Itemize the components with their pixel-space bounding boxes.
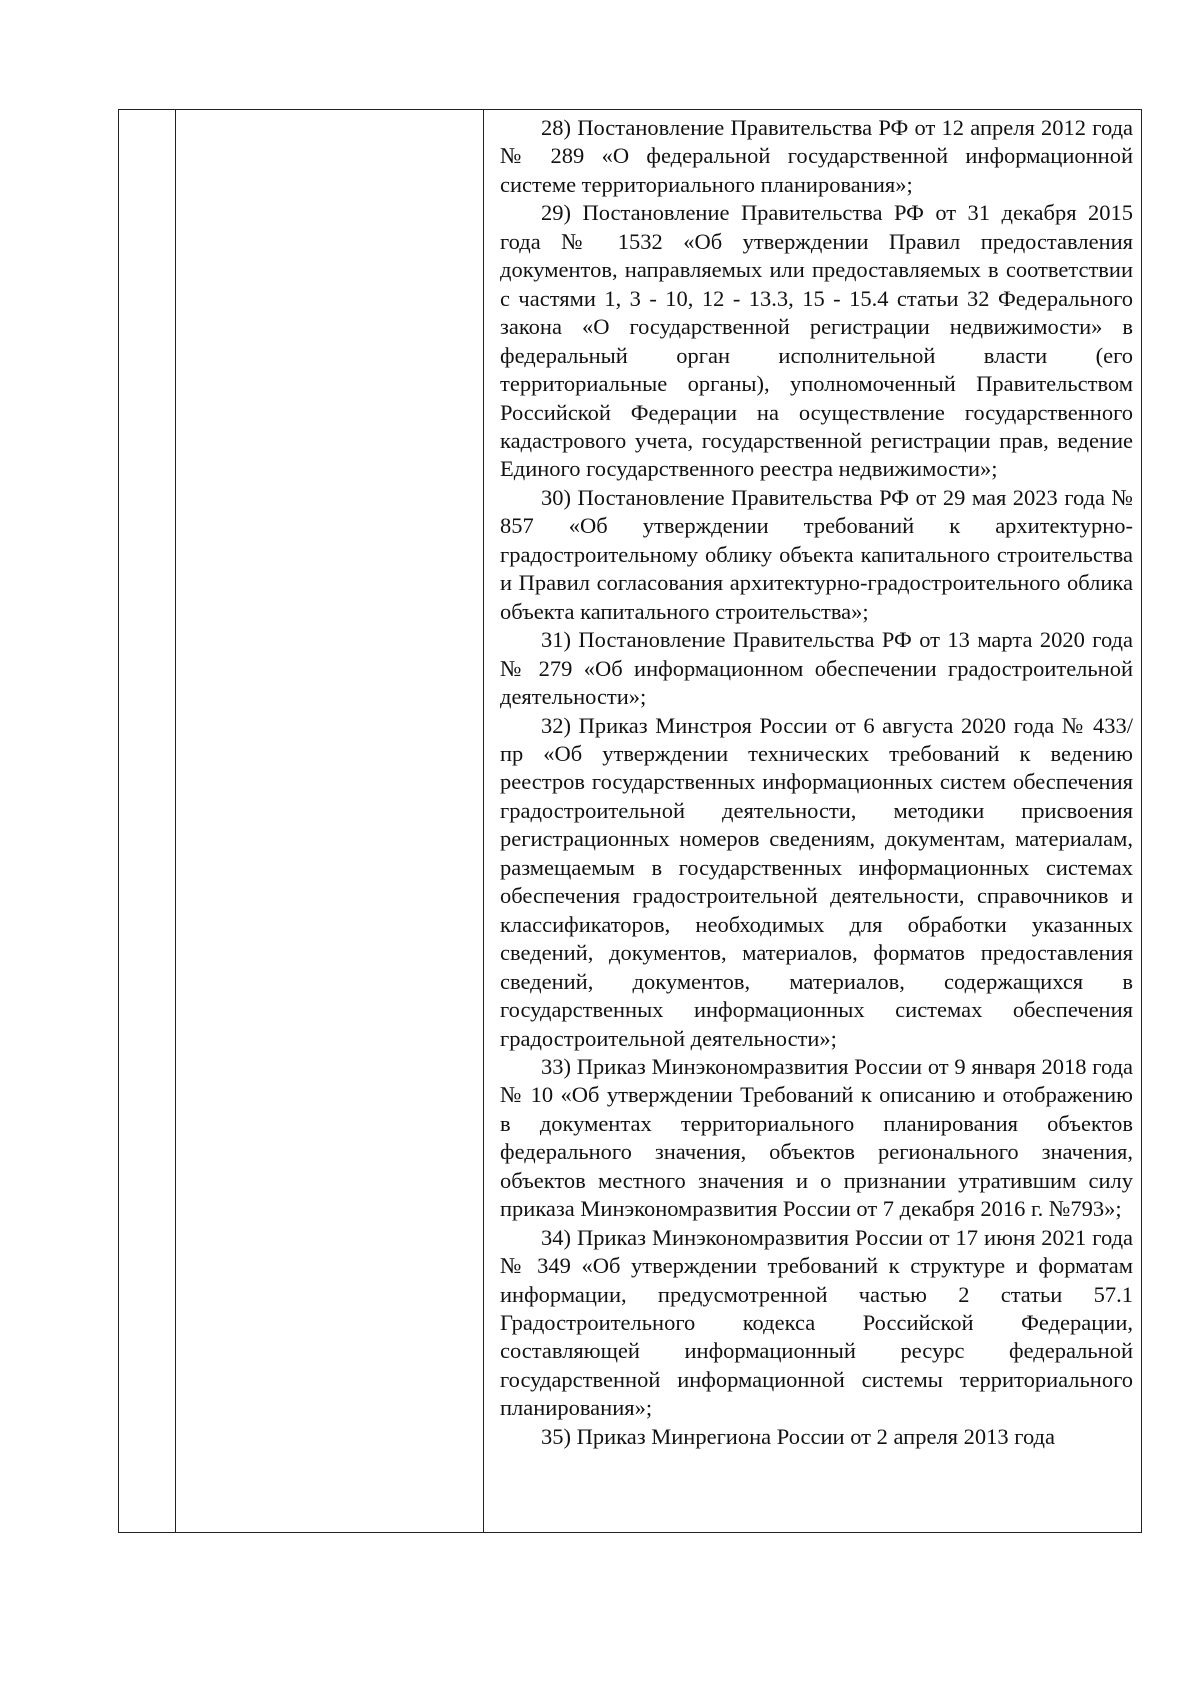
list-item <box>500 199 1133 484</box>
item-text: Приказ Минэкономразвития России от 9 января 2018 года № 10 «Об утверждении Требований к описанию и отображению в документах территориального планирования объектов федерального значения, объектов регионального значения, объектов местного значения и о признании утратившим силу приказа Минэкономразвития России от 7 декабря 2016 г. №793»; <box>500 1053 1134 1222</box>
item-text: Приказ Минэкономразвития России от 17 июня 2021 года № 349 «Об утверждении требований к структуре и форматам информации, предусмотренной частью 2 статьи 57.1 Градостроительного кодекса Российской Федерации, составляющей информационный ресурс федеральной государственной информационной системы территориального планирования»; <box>500 1224 1134 1421</box>
list-item <box>500 114 1133 199</box>
item-text: Постановление Правительства РФ от 12 апреля 2012 года № 289 «О федеральной государственной информационной системе территориального планирования»; <box>500 115 1134 197</box>
list-item <box>500 1224 1133 1423</box>
list-item <box>500 1053 1133 1224</box>
legal-acts-list <box>500 114 1133 1451</box>
item-number: 34) <box>541 1224 571 1250</box>
item-text: Постановление Правительства РФ от 29 мая 2023 года № 857 «Об утверждении требований к архитектурно-градостроительному облику объекта капитального строительства и Правил согласования архитектурно-градостроительного облика объекта капитального строительства»; <box>500 484 1134 624</box>
item-text: Постановление Правительства РФ от 13 марта 2020 года № 279 «Об информационном обеспечении градостроительной деятельности»; <box>500 627 1133 710</box>
item-number: 28) <box>541 115 571 140</box>
item-number: 31) <box>541 627 571 653</box>
list-item <box>500 1423 1133 1451</box>
item-number: 35) <box>541 1423 571 1449</box>
column-divider-2 <box>483 110 484 1532</box>
item-number: 29) <box>541 200 571 226</box>
document-table <box>118 109 1142 1533</box>
column-divider-1 <box>175 110 176 1532</box>
list-item <box>500 484 1133 626</box>
item-number: 32) <box>541 712 571 738</box>
item-number: 30) <box>541 484 571 510</box>
list-item <box>500 712 1133 1053</box>
item-text: Постановление Правительства РФ от 31 декабря 2015 года № 1532 «Об утверждении Правил предоставления документов, направляемых или предоставляемых в соответствии с частями 1, 3 - 10, 12 - 13.3, 15 - 15.4 статьи 32 Федерального закона «О государственной регистрации недвижимости» в федеральный орган исполнительной власти (его территориальные органы), уполномоченный Правительством Российской Федерации на осуществление государственного кадастрового учета, государственной регистрации прав, ведение Единого государственного реестра недвижимости»; <box>500 200 1134 482</box>
item-number: 33) <box>541 1053 571 1079</box>
item-text: Приказ Минрегиона России от 2 апреля 2013 года <box>576 1423 1055 1449</box>
list-item <box>500 626 1133 711</box>
item-text: Приказ Минстроя России от 6 августа 2020 года № 433/пр «Об утверждении технических требований к ведению реестров государственных информационных систем обеспечения градостроительной деятельности, методики присвоения регистрационных номеров сведениям, документам, материалам, размещаемым в государственных информационных системах обеспечения градостроительной деятельности, справочников и классификаторов, необходимых для обработки указанных сведений, документов, материалов, форматов предоставления сведений, документов, материалов, содержащихся в государственных информационных системах обеспечения градостроительной деятельности»; <box>500 712 1133 1051</box>
